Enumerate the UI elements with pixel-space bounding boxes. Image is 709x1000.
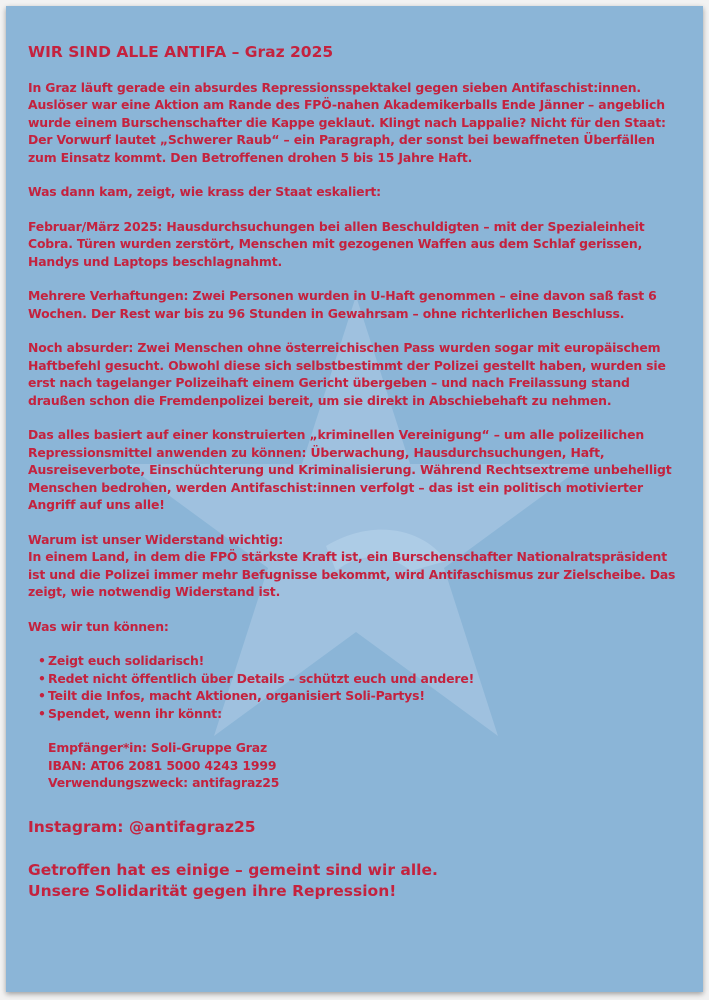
- event-text: Hausdurchsuchungen bei allen Beschuldigten – mit der Spezialeinheit Cobra. Türen wurden zerstört, Menschen mit gezogenen Waffen aus dem Schlaf gerissen, Handys und Laptops beschlagnahmt.: [28, 218, 645, 269]
- todo-list: [28, 652, 678, 722]
- todo-heading: Was wir tun können:: [28, 618, 169, 634]
- event-text: Zwei Personen wurden in U-Haft genommen – eine davon saß fast 6 Wochen. Der Rest war bis zu 96 Stunden in Gewahrsam – ohne richterlichen Beschluss.: [28, 288, 657, 321]
- instagram-handle: Instagram: @antifagraz25: [28, 817, 256, 836]
- event-text: Zwei Menschen ohne österreichischen Pass wurden sogar mit europäischem Haftbefehl gesucht. Obwohl diese sich selbstbestimmt der Polizei gestellt haben, wurden sie erst nach tagelanger Polizeihaft einem Gericht übergeben – und nach Freilassung stand draußen schon die Fremdenpolizei bereit, um sie direkt in Abschiebehaft zu nehmen.: [28, 340, 666, 408]
- widerstand-text: In einem Land, in dem die FPÖ stärkste Kraft ist, ein Burschenschafter Nationalratspräsident ist und die Polizei immer mehr Befugnisse bekommt, wird Antifaschismus zur Zielscheibe. Das zeigt, wie notwendig Widerstand ist.: [28, 549, 676, 599]
- list-item: • Redet nicht öffentlich über Details – schützt euch und andere!: [38, 670, 678, 688]
- page-title: WIR SIND ALLE ANTIFA – Graz 2025: [28, 43, 334, 61]
- widerstand-heading: Warum ist unser Widerstand wichtig:: [28, 531, 284, 547]
- widerstand-section: [28, 531, 678, 601]
- flyer-content: [28, 44, 678, 902]
- bank-purpose: Verwendungszweck: antifagraz25: [48, 775, 280, 790]
- event-label: Noch absurder:: [28, 340, 134, 355]
- event-paragraph: [28, 339, 678, 409]
- closing-slogan: [28, 860, 678, 902]
- bank-iban: IBAN: AT06 2081 5000 4243 1999: [48, 757, 277, 773]
- intro-paragraph: In Graz läuft gerade ein absurdes Repressionsspektakel gegen sieben Antifaschist:innen. Auslöser war eine Aktion am Rande des FPÖ-nahen Akademikerballs Ende Jänner – angeblich wurde einem Burschenschafter die Kappe geklaut. Klingt nach Lappalie? Nicht für den Staat: Der Vorwurf lautet „Schwerer Raub“ – ein Paragraph, der sonst bei bewaffneten Überfällen zum Einsatz kommt. Den Betroffenen drohen 5 bis 15 Jahre Haft.: [28, 79, 666, 165]
- escalation-heading: Was dann kam, zeigt, wie krass der Staat eskaliert:: [28, 184, 381, 199]
- closing-line: Getroffen hat es einige – gemeint sind wir alle.: [28, 861, 438, 879]
- closing-line: Unsere Solidarität gegen ihre Repression!: [28, 882, 397, 900]
- event-paragraph: [28, 218, 678, 271]
- list-item: • Teilt die Infos, macht Aktionen, organisiert Soli-Partys!: [38, 687, 678, 705]
- event-label: Februar/März 2025:: [28, 218, 163, 234]
- bank-recipient: Empfänger*in: Soli-Gruppe Graz: [48, 740, 268, 755]
- list-item: • Zeigt euch solidarisch!: [38, 652, 678, 670]
- event-label: Mehrere Verhaftungen:: [28, 288, 189, 303]
- event-paragraph: [28, 287, 678, 322]
- vereinigung-paragraph: Das alles basiert auf einer konstruierten „kriminellen Vereinigung“ – um alle polizeilichen Repressionsmittel anwenden zu können: Überwachung, Hausdurchsuchungen, Haft, Ausreiseverbote, Einschüchterung und Kriminalisierung. Während Rechtsextreme unbehelligt Menschen bedrohen, werden Antifaschist:innen verfolgt – das ist ein politisch motivierter Angriff auf uns alle!: [28, 427, 672, 512]
- flyer-sheet: [6, 6, 703, 992]
- bank-details: [28, 739, 678, 792]
- list-item: • Spendet, wenn ihr könnt:: [38, 705, 678, 723]
